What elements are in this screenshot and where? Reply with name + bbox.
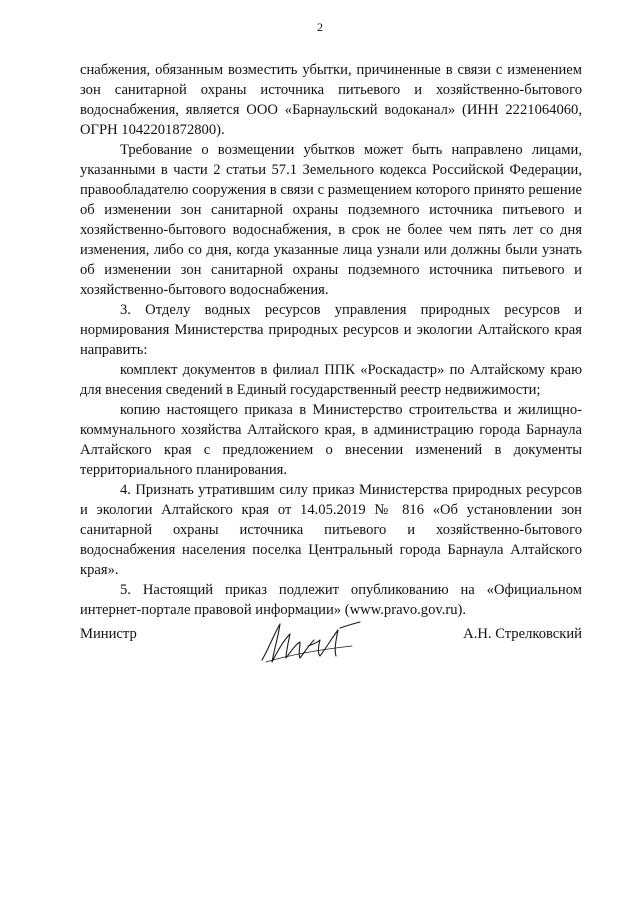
paragraph-item-4: 4. Признать утратившим силу приказ Министерства природных ресурсов и экологии Алтайского края от 14.05.2019 № 816 «Об установлении зон санитарной охраны источника питьевого и хозяйственно-бытового водоснабжения населения поселка Центральный города Барнаула Алтайского края». [80, 482, 582, 578]
paragraph-item-5: 5. Настоящий приказ подлежит опубликованию на «Официальном интернет-портале правовой информации» (www.pravo.gov.ru). [80, 582, 582, 618]
paragraph-item-3-documents: комплект документов в филиал ППК «Роскадастр» по Алтайскому краю для внесения сведений в Единый государственный реестр недвижимости; [80, 362, 582, 398]
signer-title: Министр [80, 626, 137, 642]
paragraph-continuation: снабжения, обязанным возместить убытки, причиненные в связи с изменением зон санитарной охраны источника питьевого и хозяйственно-бытового водоснабжения, является ООО «Барнаульский водоканал» (ИНН 2221064060, ОГРН 1042201872800). [80, 62, 582, 138]
paragraph-item-3-copy: копию настоящего приказа в Министерство строительства и жилищно-коммунального хозяйства Алтайского края, в администрацию города Барнаула Алтайского края с предложением о внесении изменений в документы территориального планирования. [80, 402, 582, 478]
document-body [80, 60, 582, 620]
signer-name: А.Н. Стрелковский [463, 626, 582, 642]
signature-block [80, 626, 582, 666]
page-number: 2 [317, 20, 323, 34]
paragraph-item-3: 3. Отделу водных ресурсов управления природных ресурсов и нормирования Министерства природных ресурсов и экологии Алтайского края направить: [80, 302, 582, 358]
handwritten-signature [256, 620, 366, 666]
paragraph-damages-claim: Требование о возмещении убытков может быть направлено лицами, указанными в части 2 статьи 57.1 Земельного кодекса Российской Федерации, правообладателю сооружения в связи с размещением которого принято решение об изменении зон санитарной охраны подземного источника питьевого и хозяйственно-бытового водоснабжения, в срок не более чем пять лет со дня изменения, либо со дня, когда указанные лица узнали или должны были узнать об изменении зон санитарной охраны подземного источника питьевого и хозяйственно-бытового водоснабжения. [80, 142, 582, 298]
